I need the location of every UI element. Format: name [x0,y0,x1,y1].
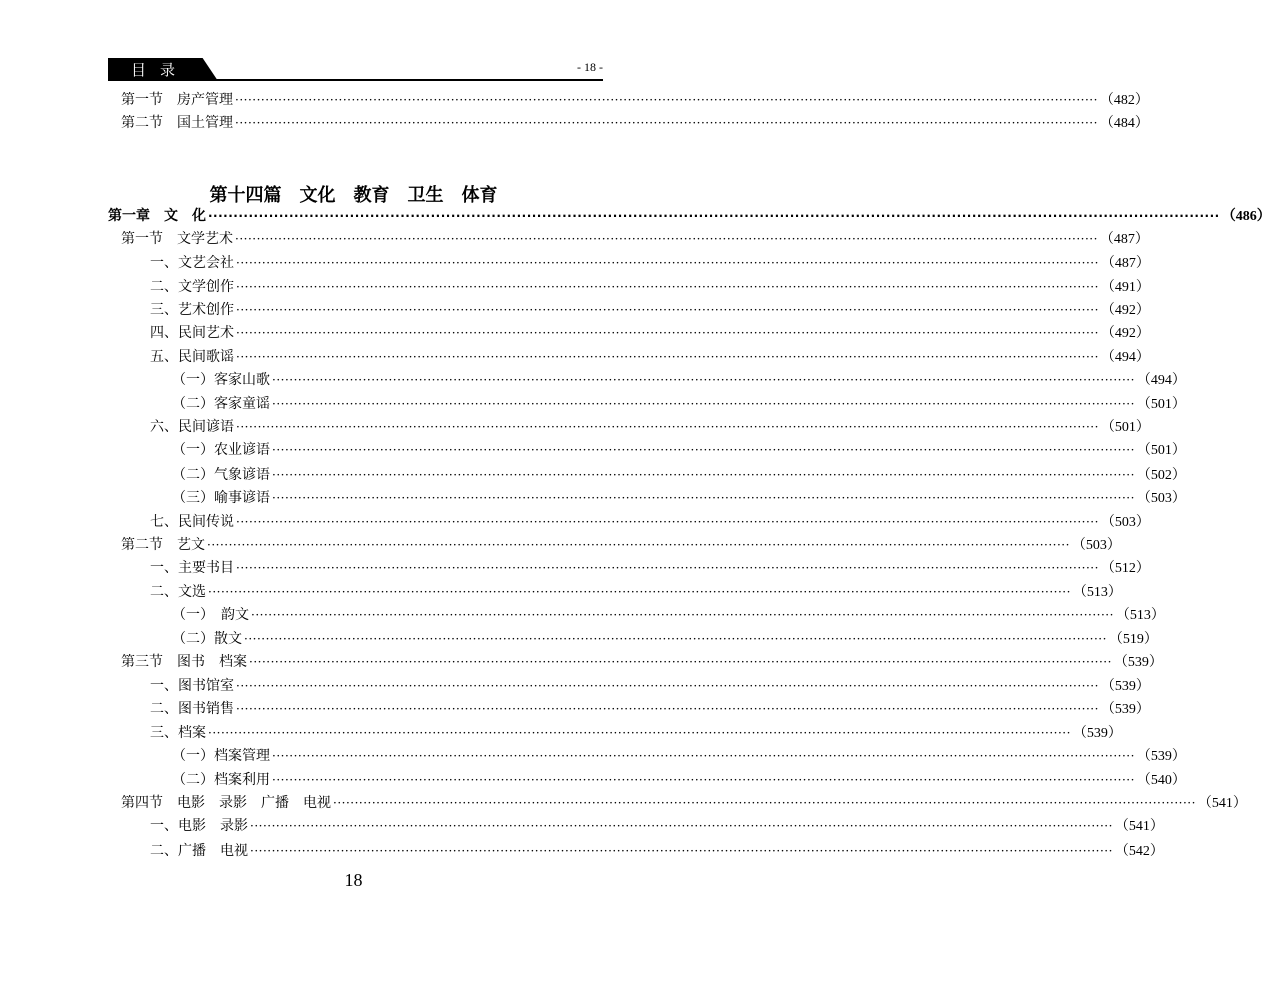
toc-entry-label: 第一节 房产管理 [121,92,233,108]
toc-entry-label: 第三节 图书 档案 [121,654,247,670]
toc-entry-label: 一、文艺会社 [150,255,234,271]
toc-leader-dots: ········································································································································································································ [208,585,1071,599]
toc-entry-label: 四、民间艺术 [150,325,234,341]
toc-entry-page: （539） [1100,679,1150,694]
toc-entry-page: （494） [1100,350,1150,365]
toc-entry-page: （541） [1114,819,1164,834]
toc-entry [172,605,1165,625]
toc-leader-dots: ········································································································································································································ [236,326,1099,340]
toc-entry-label: 一、电影 录影 [150,818,248,834]
header-page-number: - 18 - [577,60,603,74]
toc-entry-page: （501） [1136,397,1186,412]
toc-leader-dots: ········································································································································································································ [235,93,1098,107]
toc-entry-page: （513） [1072,585,1122,600]
toc-entry-page: （539） [1136,749,1186,764]
toc-leader-dots: ········································································································································································································ [250,819,1113,833]
toc-entry-page: （487） [1099,232,1149,247]
header-rule [108,79,603,81]
toc-entry-label: 一、图书馆室 [150,678,234,694]
toc-leader-dots: ········································································································································································································ [244,632,1107,646]
toc-entry-page: （539） [1072,726,1122,741]
toc-entry-page: （491） [1100,280,1150,295]
toc-entry-label: （三）喻事谚语 [172,490,270,506]
footer-page-number: 18 [344,870,363,890]
toc-entry [121,229,1149,249]
toc-leader-dots: ········································································································································································································ [236,702,1099,716]
toc-entry-page: （501） [1100,420,1150,435]
toc-leader-dots: ········································································································································································································ [207,538,1070,552]
toc-leader-dots: ········································································································································································································ [235,116,1098,130]
toc-entry [172,488,1186,508]
toc-entry-page: （486） [1221,209,1271,224]
toc-leader-dots: ········································································································································································································ [333,796,1196,810]
toc-entry-page: （512） [1100,561,1150,576]
toc-leader-dots: ········································································································································································································ [272,468,1135,482]
toc-entry [150,582,1122,602]
toc-entry [121,113,1149,133]
toc-entry [150,253,1150,273]
toc-entry [150,699,1150,719]
toc-entry [172,394,1186,414]
toc-entry [172,770,1186,790]
toc-leader-dots: ········································································································································································································ [272,749,1135,763]
toc-entry [150,300,1150,320]
toc-entry [150,558,1150,578]
part-title: 第十四篇 文化 教育 卫生 体育 [209,185,498,206]
toc-entry [150,277,1150,297]
toc-entry-label: （二）散文 [172,631,242,647]
header-title: 目录 [131,61,190,79]
toc-leader-dots: ········································································································································································································ [236,256,1099,270]
toc-entry [150,347,1150,367]
toc-entry [150,323,1150,343]
toc-leader-dots: ········································································································································································································ [236,561,1099,575]
toc-leader-dots: ········································································································································································································ [251,608,1114,622]
toc-entry-page: （494） [1136,373,1186,388]
toc-leader-dots: ········································································································································································································ [236,280,1099,294]
toc-entry-label: 三、档案 [150,725,206,741]
toc-entry-label: 六、民间谚语 [150,419,234,435]
toc-entry-label: 三、艺术创作 [150,302,234,318]
toc-leader-dots: ········································································································································································································ [236,515,1099,529]
toc-entry-label: 第二节 国土管理 [121,115,233,131]
toc-entry-label: （一）客家山歌 [172,372,270,388]
toc-entry-label: 二、广播 电视 [150,843,248,859]
toc-leader-dots: ········································································································································································································ [272,373,1135,387]
toc-leader-dots: ········································································································································································································ [249,655,1112,669]
toc-entry-page: （539） [1100,702,1150,717]
toc-entry-label: 第一节 文学艺术 [121,231,233,247]
toc-leader-dots: ········································································································································································································ [272,773,1135,787]
toc-entry-page: （492） [1100,326,1150,341]
toc-entry-page: （503） [1136,491,1186,506]
toc-leader-dots: ········································································································································································································ [208,726,1071,740]
toc-entry-label: 五、民间歌谣 [150,349,234,365]
toc-leader-dots: ········································································································································································································ [236,303,1099,317]
toc-entry-page: （541） [1197,796,1247,811]
toc-leader-dots: ········································································································································································································ [236,350,1099,364]
toc-leader-dots: ········································································································································································································ [236,420,1099,434]
toc-entry-page: （502） [1136,468,1186,483]
toc-entry-label: 二、文学创作 [150,279,234,295]
toc-entry-label: （一）农业谚语 [172,442,270,458]
toc-entry [172,746,1186,766]
toc-entry [150,417,1150,437]
toc-entry [121,535,1121,555]
toc-entry [172,465,1186,485]
toc-entry [150,676,1150,696]
toc-entry-page: （503） [1071,538,1121,553]
toc-leader-dots: ········································································································································································································ [272,491,1135,505]
toc-entry [150,816,1164,836]
toc-entry-page: （540） [1136,773,1186,788]
toc-entry-label: （一）档案管理 [172,748,270,764]
toc-entry [150,512,1150,532]
toc-entry-page: （519） [1108,632,1158,647]
toc-entry-label: 第四节 电影 录影 广播 电视 [121,795,331,811]
toc-leader-dots: ········································································································································································································ [272,397,1135,411]
toc-entry-label: 第一章 文 化 [108,208,206,224]
toc-entry [121,793,1247,813]
toc-entry [121,90,1149,110]
toc-entry-label: 七、民间传说 [150,514,234,530]
toc-leader-dots: ········································································································································································································ [272,443,1135,457]
toc-entry-label: （一） 韵文 [172,607,249,623]
toc-entry-page: （513） [1115,608,1165,623]
toc-entry-label: 二、文选 [150,584,206,600]
toc-entry-page: （482） [1099,93,1149,108]
toc-entry-page: （503） [1100,515,1150,530]
toc-entry-label: （二）气象谚语 [172,467,270,483]
toc-entry [121,652,1163,672]
toc-entry-page: （492） [1100,303,1150,318]
toc-leader-dots: ········································································································································································································ [250,844,1113,858]
toc-entry-label: 一、主要书目 [150,560,234,576]
toc-entry [172,370,1186,390]
toc-entry [150,723,1122,743]
toc-entry-page: （487） [1100,256,1150,271]
toc-entry-page: （542） [1114,844,1164,859]
toc-entry [172,440,1186,460]
toc-entry-label: 二、图书销售 [150,701,234,717]
toc-entry [150,841,1164,861]
toc-entry-label: （二）档案利用 [172,772,270,788]
toc-leader-dots: ········································································································································································································ [208,209,1220,223]
toc-leader-dots: ········································································································································································································ [236,679,1099,693]
toc-leader-dots: ········································································································································································································ [235,232,1098,246]
toc-entry [108,206,1271,226]
toc-entry-label: 第二节 艺文 [121,537,205,553]
toc-entry-page: （539） [1113,655,1163,670]
toc-entry-page: （484） [1099,116,1149,131]
toc-entry-page: （501） [1136,443,1186,458]
toc-entry-label: （二）客家童谣 [172,396,270,412]
toc-entry [172,629,1158,649]
